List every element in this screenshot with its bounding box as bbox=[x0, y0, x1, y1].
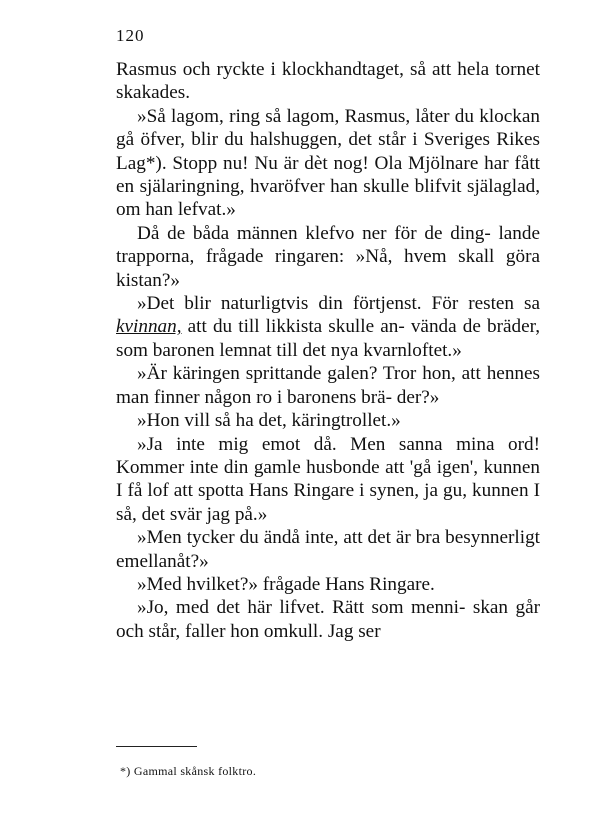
paragraph-3: Då de båda männen klefvo ner för de ding- lande trapporna, frågade ringaren: »Nå, hvem skall göra kistan?» bbox=[116, 222, 540, 291]
emphasized-word: kvinnan, bbox=[116, 316, 182, 338]
footnote-divider bbox=[116, 746, 197, 747]
page-number: 120 bbox=[116, 26, 145, 45]
paragraph-9: »Med hvilket?» frågade Hans Ringare. bbox=[137, 573, 435, 595]
body-text bbox=[116, 58, 540, 643]
paragraph-7: »Ja inte mig emot då. Men sanna mina ord! Kommer inte din gamle husbonde att 'gå igen', kunnen I få lof att spotta Hans Ringare i synen, ja gu, kunnen I så, det svär jag på.» bbox=[116, 433, 540, 525]
paragraph-1: Rasmus och ryckte i klockhandtaget, så att hela tornet skakades. bbox=[116, 59, 540, 104]
paragraph-8: »Men tycker du ändå inte, att det är bra besynnerligt emellanåt?» bbox=[116, 527, 540, 572]
paragraph-6: »Hon vill så ha det, käringtrollet.» bbox=[137, 410, 401, 432]
paragraph-2: »Så lagom, ring så lagom, Rasmus, låter du klockan gå öfver, blir du halshuggen, det står i Sveriges Rikes Lag*). Stopp nu! Nu är dèt nog! Ola Mjölnare har fått en själaringning, hvaröfver han skulle blifvit själaglad, om han lefvat.» bbox=[116, 105, 540, 221]
paragraph-4 bbox=[116, 292, 540, 362]
paragraph-10: »Jo, med det här lifvet. Rätt som menni- skan går och står, faller hon omkull. Jag ser bbox=[116, 597, 540, 642]
paragraph-4-before: »Det blir naturligtvis din förtjenst. För resten sa bbox=[137, 293, 540, 315]
footnote: *) Gammal skånsk folktro. bbox=[120, 764, 257, 778]
paragraph-4-after: att du till likkista skulle an- vända de bräder, som baronen lemnat till det nya kvarnloftet.» bbox=[116, 316, 540, 361]
paragraph-5: »Är käringen sprittande galen? Tror hon, att hennes man finner någon ro i baronens brä- der?» bbox=[116, 363, 540, 408]
